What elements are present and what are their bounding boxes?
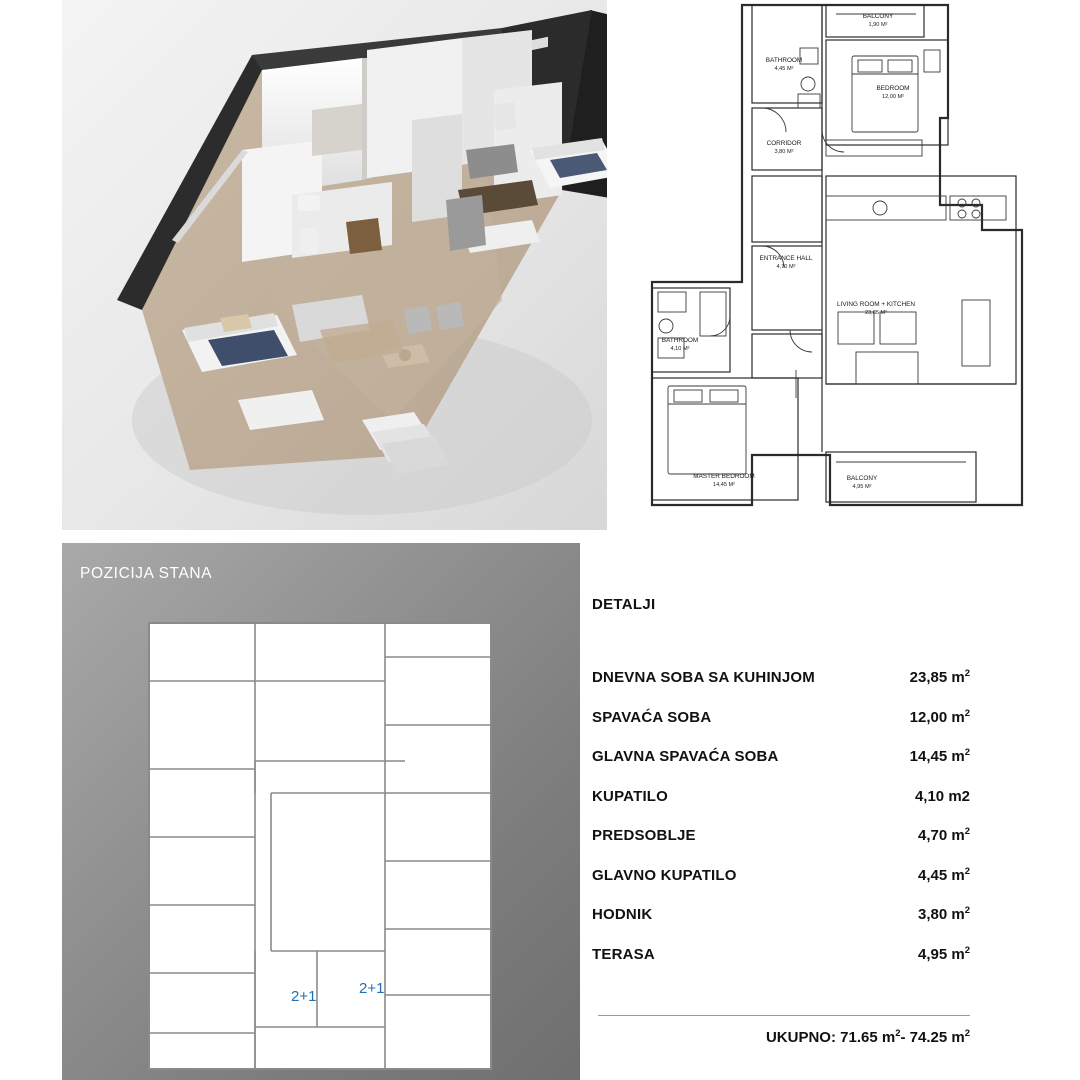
plan-area-entrance-hall: 4,70 M² bbox=[776, 264, 796, 270]
plan-label-living-kitchen: LIVING ROOM + KITCHEN bbox=[837, 301, 915, 308]
details-title: DETALJI bbox=[592, 596, 656, 613]
detail-label: KUPATILO bbox=[592, 787, 669, 805]
plan-area-bathroom-top: 4,45 M² bbox=[774, 66, 794, 72]
detail-value: 4,45 $m^2$ bbox=[918, 865, 970, 884]
detail-label: GLAVNO KUPATILO bbox=[592, 866, 737, 884]
plan-label-bathroom-top: BATHROOM bbox=[765, 57, 803, 64]
floor-plan-panel bbox=[626, 0, 1036, 522]
detail-row-bedroom bbox=[592, 708, 970, 748]
detail-value: 12,00 $m^2$ bbox=[909, 707, 970, 726]
detail-row-master-bedroom bbox=[592, 747, 970, 787]
plan-area-bathroom-main: 4,10 M² bbox=[670, 346, 690, 352]
detail-row-entrance-hall bbox=[592, 826, 970, 866]
total-prefix: UKUPNO: 71.65 m bbox=[765, 1029, 896, 1046]
plan-label-bathroom-main: BATHROOM bbox=[661, 337, 699, 344]
plan-label-bedroom: BEDROOM bbox=[876, 85, 910, 92]
detail-label: TERASA bbox=[592, 945, 655, 963]
unit-tag-2: 2+1 bbox=[359, 980, 385, 997]
details-panel bbox=[592, 543, 1062, 1080]
detail-value: 3,80 $m^2$ bbox=[918, 905, 970, 923]
plan-room-labels bbox=[662, 13, 916, 490]
detail-value: 4,70 $m^2$ bbox=[918, 826, 970, 844]
detail-label: HODNIK bbox=[592, 906, 653, 923]
details-list bbox=[592, 668, 970, 984]
plan-area-master-bedroom: 14,45 M² bbox=[712, 482, 736, 488]
detail-label: PREDSOBLJE bbox=[592, 827, 696, 844]
position-panel bbox=[62, 543, 580, 1080]
detail-label: DNEVNA SOBA SA KUHINJOM bbox=[592, 669, 815, 686]
render-3d-panel bbox=[62, 0, 607, 530]
detail-value: 4,10 m2 bbox=[914, 787, 970, 805]
total-sup-2: 2 bbox=[964, 1028, 970, 1039]
plan-label-corridor: CORRIDOR bbox=[766, 140, 802, 147]
detail-label: GLAVNA SPAVAĆA SOBA bbox=[592, 748, 779, 765]
plan-area-living-kitchen: 23,85 M² bbox=[864, 310, 888, 316]
total-mid: - 74.25 m bbox=[900, 1029, 965, 1046]
detail-row-corridor bbox=[592, 905, 970, 945]
position-key-drawing bbox=[147, 621, 493, 1071]
plan-label-balcony-bottom: BALCONY bbox=[846, 475, 878, 482]
plan-label-master-bedroom: MASTER BEDROOM bbox=[693, 473, 755, 480]
details-total bbox=[592, 1028, 970, 1046]
detail-label: SPAVAĆA SOBA bbox=[592, 708, 712, 726]
position-title: POZICIJA STANA bbox=[80, 565, 213, 582]
detail-value: 14,45 $m^2$ bbox=[909, 747, 970, 765]
plan-area-bedroom: 12,00 M² bbox=[881, 94, 905, 100]
detail-value: 4,95 $m^2$ bbox=[918, 944, 970, 963]
unit-tag-1: 2+1 bbox=[291, 988, 317, 1005]
plan-area-balcony-top: 1,90 M² bbox=[868, 22, 888, 28]
total-sup-1: 2 bbox=[895, 1028, 901, 1039]
position-floor-key bbox=[147, 621, 493, 1071]
floor-plan-drawing bbox=[626, 0, 1036, 522]
detail-row-bathroom bbox=[592, 787, 970, 827]
plan-label-entrance-hall: ENTRANCE HALL bbox=[759, 255, 813, 262]
detail-row-living-kitchen bbox=[592, 668, 970, 708]
plan-label-balcony-top: BALCONY bbox=[862, 13, 894, 20]
details-divider bbox=[598, 1015, 970, 1016]
detail-row-main-bathroom bbox=[592, 866, 970, 906]
detail-value: 23,85 $m^2$ bbox=[909, 668, 970, 686]
plan-area-corridor: 3,80 M² bbox=[774, 149, 794, 155]
render-3d-illustration bbox=[62, 0, 607, 530]
detail-row-terrace bbox=[592, 945, 970, 985]
plan-area-balcony-bottom: 4,95 M² bbox=[852, 484, 872, 490]
